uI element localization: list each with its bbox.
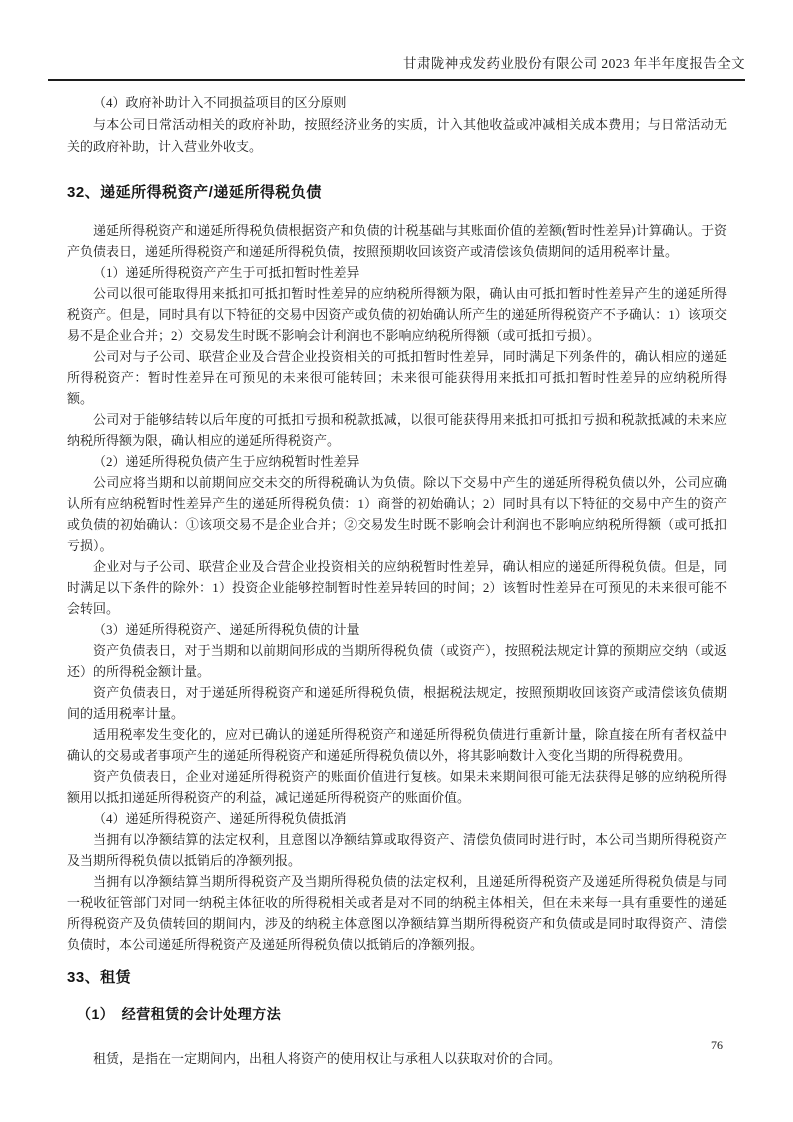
- paragraph: 公司应将当期和以前期间应交未交的所得税确认为负债。除以下交易中产生的递延所得税负债以外，公司应确认所有应纳税暂时性差异产生的递延所得税负债：1）商誉的初始确认；2）同时具有以下特征的交易中产生的资产或负债的初始确认：①该项交易不是企业合并；②交易发生时既不影响会计利润也不影响应纳税所得额（或可抵扣亏损）。: [67, 475, 727, 553]
- page-header: [48, 52, 745, 81]
- section-33-subheading: （1） 经营租赁的会计处理方法: [77, 1006, 282, 1022]
- paragraph: 当拥有以净额结算的法定权利，且意图以净额结算或取得资产、清偿负债同时进行时，本公司当期所得税资产及当期所得税负债以抵销后的净额列报。: [67, 832, 727, 868]
- paragraph: 公司以很可能取得用来抵扣可抵扣暂时性差异的应纳税所得额为限，确认由可抵扣暂时性差异产生的递延所得税资产。但是，同时具有以下特征的交易中因资产或负债的初始确认所产生的递延所得税资产不予确认：1）该项交易不是企业合并；2）交易发生时既不影响会计利润也不影响应纳税所得额（或可抵扣亏损）。: [67, 286, 727, 343]
- page-content: [67, 79, 727, 1069]
- sub-item-heading: （4）递延所得税资产、递延所得税负债抵消: [93, 811, 347, 826]
- paragraph: 企业对与子公司、联营企业及合营企业投资相关的应纳税暂时性差异，确认相应的递延所得税负债。但是，同时满足以下条件的除外：1）投资企业能够控制暂时性差异转回的时间；2）该暂时性差异在可预见的未来很可能不会转回。: [67, 559, 727, 616]
- section-32-heading: 32、递延所得税资产/递延所得税负债: [67, 184, 322, 201]
- prelude-item-heading: （4）政府补助计入不同损益项目的区分原则: [93, 95, 347, 110]
- sub-item-heading: （3）递延所得税资产、递延所得税负债的计量: [93, 622, 360, 637]
- report-header-title: 甘肃陇神戎发药业股份有限公司 2023 年半年度报告全文: [403, 56, 745, 71]
- paragraph: 资产负债表日，企业对递延所得税资产的账面价值进行复核。如果未来期间很可能无法获得足够的应纳税所得额用以抵扣递延所得税资产的利益，减记递延所得税资产的账面价值。: [67, 769, 727, 805]
- paragraph: 资产负债表日，对于当期和以前期间形成的当期所得税负债（或资产），按照税法规定计算的预期应交纳（或返还）的所得税金额计量。: [67, 643, 727, 679]
- paragraph: 与本公司日常活动相关的政府补助，按照经济业务的实质，计入其他收益或冲减相关成本费用；与日常活动无关的政府补助，计入营业外收支。: [67, 117, 727, 154]
- sub-item-heading: （1）递延所得税资产产生于可抵扣暂时性差异: [93, 265, 360, 280]
- paragraph: 租赁，是指在一定期间内，出租人将资产的使用权让与承租人以获取对价的合同。: [93, 1051, 562, 1066]
- page-footer: [711, 1038, 723, 1053]
- paragraph: 资产负债表日，对于递延所得税资产和递延所得税负债，根据税法规定，按照预期收回该资产或清偿该负债期间的适用税率计量。: [67, 685, 727, 721]
- paragraph: 递延所得税资产和递延所得税负债根据资产和负债的计税基础与其账面价值的差额(暂时性差异)计算确认。于资产负债表日，递延所得税资产和递延所得税负债，按照预期收回该资产或清偿该负债期间的适用税率计量。: [67, 223, 727, 259]
- sub-item-heading: （2）递延所得税负债产生于应纳税暂时性差异: [93, 454, 360, 469]
- paragraph: 公司对于能够结转以后年度的可抵扣亏损和税款抵减，以很可能获得用来抵扣可抵扣亏损和税款抵减的未来应纳税所得额为限，确认相应的递延所得税资产。: [67, 412, 727, 448]
- section-33-heading: 33、租赁: [67, 969, 132, 986]
- paragraph: 当拥有以净额结算当期所得税资产及当期所得税负债的法定权利，且递延所得税资产及递延所得税负债是与同一税收征管部门对同一纳税主体征收的所得税相关或者是对不同的纳税主体相关，但在未来每一具有重要性的递延所得税资产及负债转回的期间内，涉及的纳税主体意图以净额结算当期所得税资产和负债或是同时取得资产、清偿负债时，本公司递延所得税资产及递延所得税负债以抵销后的净额列报。: [67, 874, 727, 952]
- paragraph: 适用税率发生变化的，应对已确认的递延所得税资产和递延所得税负债进行重新计量，除直接在所有者权益中确认的交易或者事项产生的递延所得税资产和递延所得税负债以外，将其影响数计入变化当期的所得税费用。: [67, 727, 727, 763]
- paragraph: 公司对与子公司、联营企业及合营企业投资相关的可抵扣暂时性差异，同时满足下列条件的，确认相应的递延所得税资产：暂时性差异在可预见的未来很可能转回；未来很可能获得用来抵扣可抵扣暂时性差异的应纳税所得额。: [67, 349, 727, 406]
- page-number: 76: [711, 1038, 723, 1052]
